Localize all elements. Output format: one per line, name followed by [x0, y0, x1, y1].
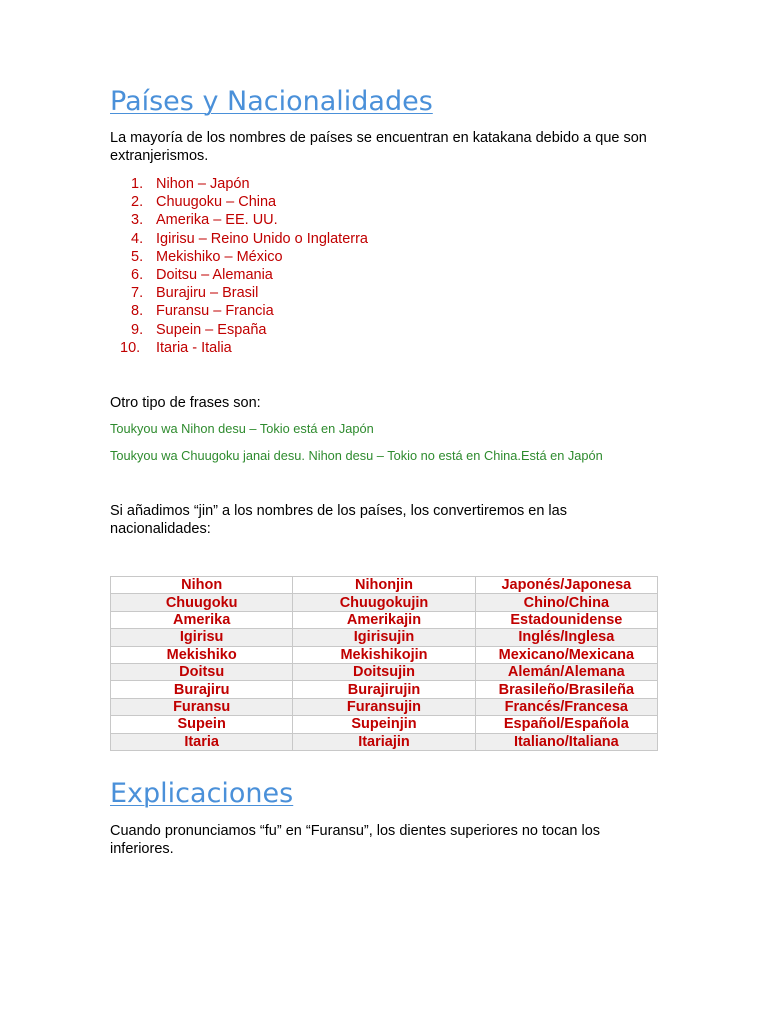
section-title-paises: Países y Nacionalidades [110, 86, 433, 117]
list-number: 2. [131, 194, 144, 211]
list-item [110, 248, 368, 266]
table-cell: Nihonjin [293, 577, 475, 594]
list-item-text: Furansu – Francia [156, 303, 274, 320]
table-cell: Italiano/Italiana [475, 733, 657, 750]
list-item-text: Amerika – EE. UU. [156, 212, 278, 229]
section-title-explicaciones: Explicaciones [110, 778, 294, 809]
table-cell: Chuugokujin [293, 594, 475, 611]
list-item-text: Burajiru – Brasil [156, 285, 259, 302]
intro-paragraph: La mayoría de los nombres de países se encuentran en katakana debido a que son extranjerismos. [110, 130, 647, 164]
table-cell: Burajiru [111, 681, 293, 698]
countries-list [110, 175, 368, 357]
list-item-text: Doitsu – Alemania [156, 266, 273, 283]
list-item-text: Chuugoku – China [156, 194, 277, 211]
explanation-paragraph: Cuando pronunciamos “fu” en “Furansu”, los dientes superiores no tocan los inferiores. [110, 823, 601, 857]
list-item-text: Mekishiko – México [156, 248, 283, 265]
list-item [110, 211, 368, 229]
example-sentence-1: Toukyou wa Nihon desu – Tokio está en Japón [110, 421, 374, 436]
list-item-text: Nihon – Japón [156, 176, 250, 192]
list-item [110, 302, 368, 320]
jin-intro-paragraph: Si añadimos “jin” a los nombres de los países, los convertiremos en las nacionalidades: [110, 503, 567, 537]
list-number: 6. [131, 266, 144, 283]
table-cell: Amerikajin [293, 611, 475, 628]
example-sentence-2: Toukyou wa Chuugoku janai desu. Nihon desu – Tokio no está en China.Está en Japón [110, 448, 603, 463]
table-cell: Doitsujin [293, 663, 475, 680]
table-cell: Francés/Francesa [475, 698, 657, 715]
list-number: 3. [131, 212, 144, 229]
list-number: 5. [131, 248, 144, 265]
table-cell: Estadounidense [475, 611, 657, 628]
table-cell: Mexicano/Mexicana [475, 646, 657, 663]
table-cell: Mekishikojin [293, 646, 475, 663]
table-row [111, 733, 658, 750]
table-row [111, 681, 658, 698]
table-cell: Igirisu [111, 629, 293, 646]
table-cell: Inglés/Inglesa [475, 629, 657, 646]
table-cell: Igirisujin [293, 629, 475, 646]
table-cell: Brasileño/Brasileña [475, 681, 657, 698]
list-item-text: Igirisu – Reino Unido o Inglaterra [156, 230, 368, 247]
table-cell: Chuugoku [111, 594, 293, 611]
list-item [110, 321, 368, 339]
table-cell: Alemán/Alemana [475, 663, 657, 680]
table-row [111, 629, 658, 646]
list-item [110, 339, 368, 357]
list-number: 1. [131, 176, 144, 192]
other-phrases-intro: Otro tipo de frases son: [110, 395, 261, 411]
list-item [110, 175, 368, 193]
table-row [111, 663, 658, 680]
list-item [110, 193, 368, 211]
list-number: 10. [120, 339, 141, 356]
table-row [111, 611, 658, 628]
list-item [110, 284, 368, 302]
table-cell: Supein [111, 716, 293, 733]
table-cell: Mekishiko [111, 646, 293, 663]
table-row [111, 716, 658, 733]
table-cell: Furansujin [293, 698, 475, 715]
table-row [111, 577, 658, 594]
table-cell: Japonés/Japonesa [475, 577, 657, 594]
table-row [111, 594, 658, 611]
table-cell: Doitsu [111, 663, 293, 680]
table-cell: Burajirujin [293, 681, 475, 698]
table-cell: Itaria [111, 733, 293, 750]
list-item [110, 230, 368, 248]
list-number: 4. [131, 230, 144, 247]
list-item-text: Supein – España [156, 321, 267, 338]
table-cell: Chino/China [475, 594, 657, 611]
list-number: 8. [131, 303, 144, 320]
table-row [111, 698, 658, 715]
table-cell: Nihon [111, 577, 293, 594]
list-item-text: Itaria - Italia [156, 339, 232, 356]
list-number: 9. [131, 321, 144, 338]
nationalities-table [110, 576, 658, 751]
table-cell: Supeinjin [293, 716, 475, 733]
table-cell: Español/Española [475, 716, 657, 733]
table-cell: Itariajin [293, 733, 475, 750]
list-item [110, 266, 368, 284]
table-cell: Amerika [111, 611, 293, 628]
table-cell: Furansu [111, 698, 293, 715]
table-row [111, 646, 658, 663]
list-number: 7. [131, 285, 144, 302]
